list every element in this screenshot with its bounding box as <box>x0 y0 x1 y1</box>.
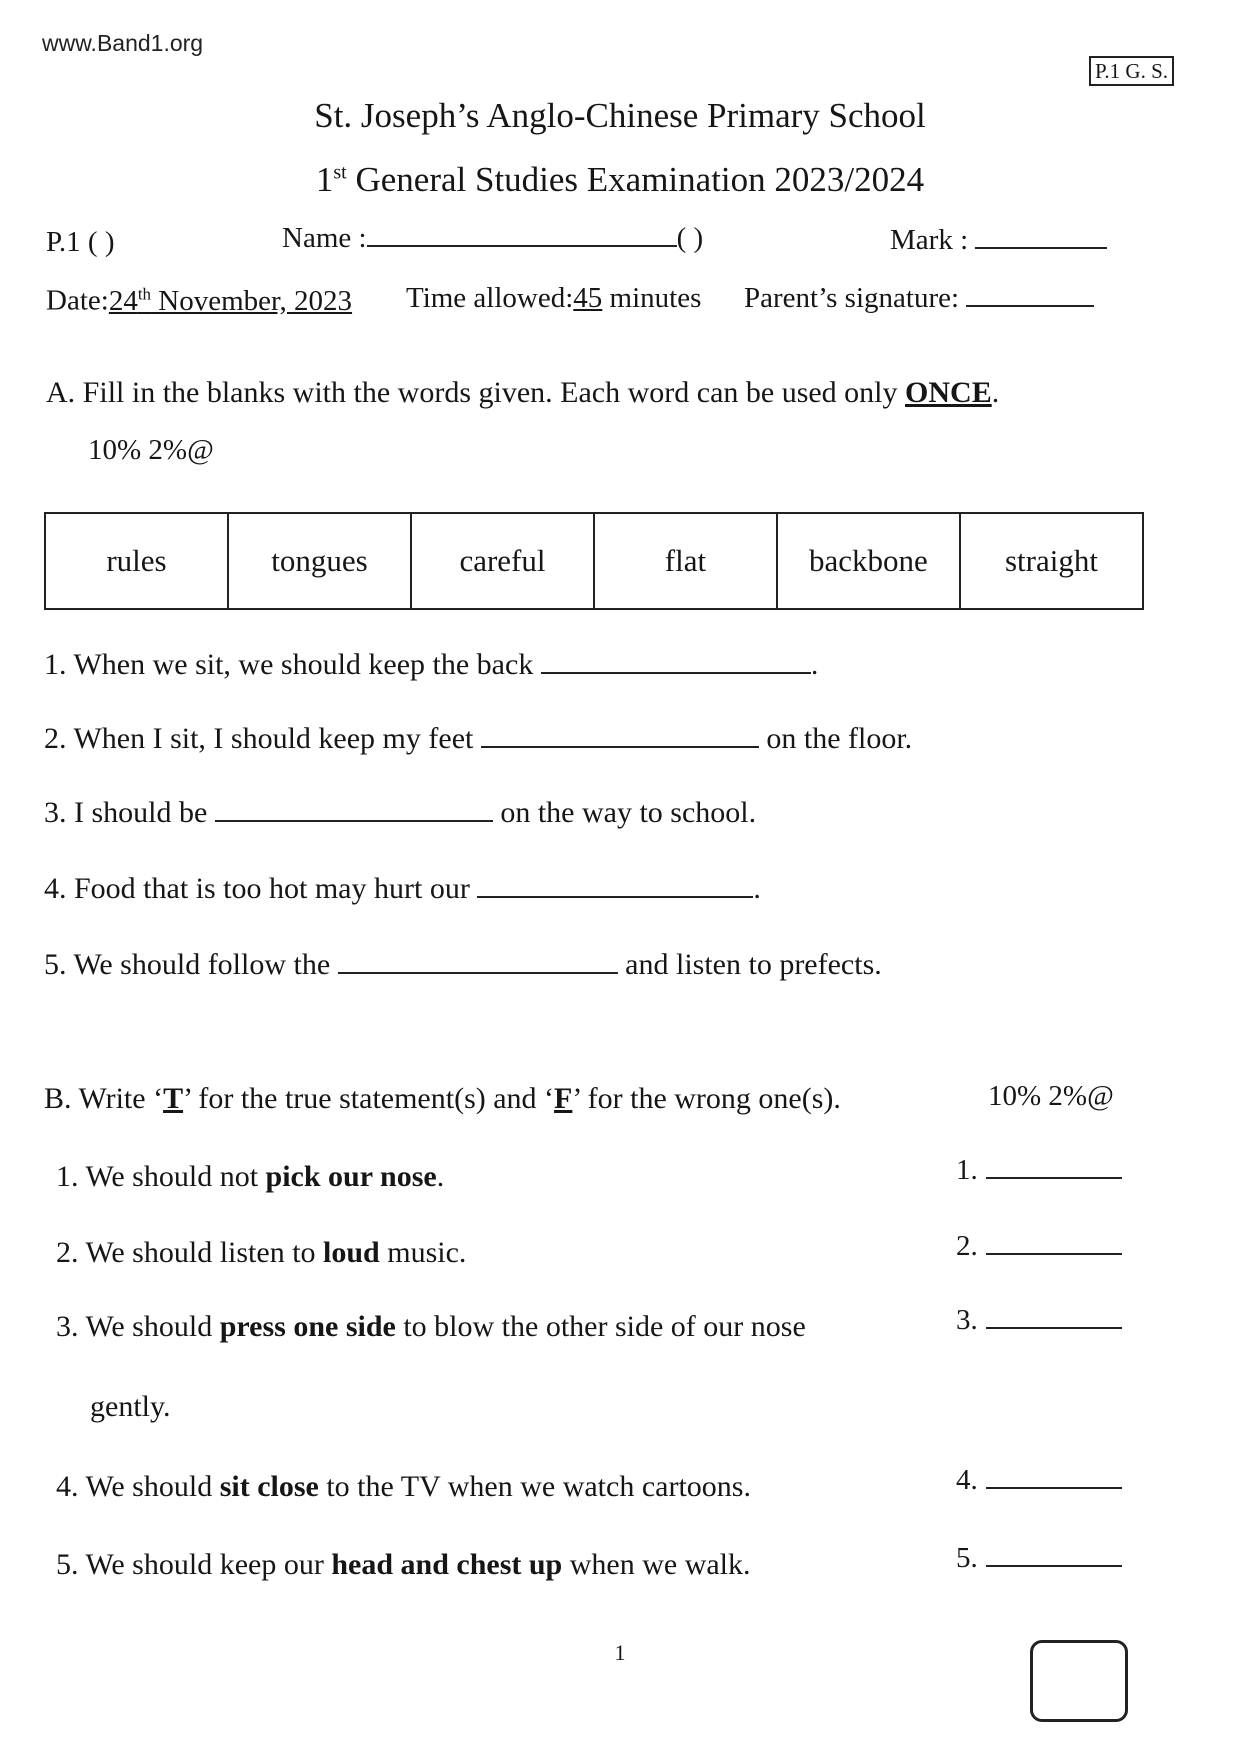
answer-blank[interactable] <box>986 1253 1122 1255</box>
answer-blank[interactable] <box>477 896 753 898</box>
signature-field: Parent’s signature: <box>744 282 1094 315</box>
answer-line: 5. <box>956 1542 1122 1575</box>
word-bank-item: backbone <box>777 513 960 609</box>
section-a-question: 1. When we sit, we should keep the back . <box>44 648 819 681</box>
statement: 1. We should not pick our nose. <box>56 1160 445 1193</box>
date-field: Date:24th November, 2023 <box>46 284 353 317</box>
school-name: St. Joseph’s Anglo-Chinese Primary School <box>314 96 926 135</box>
answer-blank[interactable] <box>986 1487 1122 1489</box>
section-a-question: 2. When I sit, I should keep my feet on the floor. <box>44 722 913 755</box>
answer-blank[interactable] <box>986 1327 1122 1329</box>
answer-blank[interactable] <box>986 1565 1122 1567</box>
answer-line: 1. <box>956 1154 1122 1187</box>
statement: 5. We should keep our head and chest up when we walk. <box>56 1548 751 1581</box>
statement: 3. We should press one side to blow the other side of our nose <box>56 1310 806 1343</box>
answer-blank[interactable] <box>215 820 493 822</box>
answer-blank[interactable] <box>986 1177 1122 1179</box>
section-b-marks: 10% 2%@ <box>988 1080 1114 1112</box>
section-a-question: 4. Food that is too hot may hurt our . <box>44 872 761 905</box>
exam-title: 1st General Studies Examination 2023/2024 <box>315 160 925 199</box>
word-bank-item: flat <box>594 513 777 609</box>
section-a-instruction: A. Fill in the blanks with the words given. Each word can be used only ONCE. <box>46 376 1000 409</box>
answer-blank[interactable] <box>338 972 618 974</box>
word-bank-item: careful <box>411 513 594 609</box>
answer-blank[interactable] <box>541 672 811 674</box>
section-a-marks: 10% 2%@ <box>88 434 214 466</box>
section-a-question: 5. We should follow the and listen to prefects. <box>44 948 882 981</box>
time-field: Time allowed:45 minutes <box>406 282 702 314</box>
word-bank-item: rules <box>45 513 228 609</box>
answer-line: 3. <box>956 1304 1122 1337</box>
statement-continuation: gently. <box>90 1390 171 1423</box>
website-url: www.Band1.org <box>42 30 204 56</box>
name-blank[interactable] <box>367 245 677 247</box>
paper-code: P.1 G. S. <box>1089 56 1174 86</box>
section-b-instruction: B. Write ‘T’ for the true statement(s) and ‘F’ for the wrong one(s). <box>44 1082 841 1115</box>
class-field: P.1 ( ) <box>46 226 115 258</box>
mark-field: Mark : <box>890 224 1107 257</box>
mark-blank[interactable] <box>975 247 1107 249</box>
section-a-question: 3. I should be on the way to school. <box>44 796 757 829</box>
answer-line: 4. <box>956 1464 1122 1497</box>
statement: 4. We should sit close to the TV when we watch cartoons. <box>56 1470 751 1503</box>
signature-blank[interactable] <box>966 305 1094 307</box>
score-box[interactable] <box>1030 1640 1128 1722</box>
page-number: 1 <box>614 1640 626 1665</box>
word-bank-item: straight <box>960 513 1143 609</box>
word-bank-item: tongues <box>228 513 411 609</box>
word-bank <box>44 512 1144 610</box>
statement: 2. We should listen to loud music. <box>56 1236 467 1269</box>
answer-line: 2. <box>956 1230 1122 1263</box>
name-field: Name : ( ) <box>282 222 704 254</box>
answer-blank[interactable] <box>481 746 759 748</box>
